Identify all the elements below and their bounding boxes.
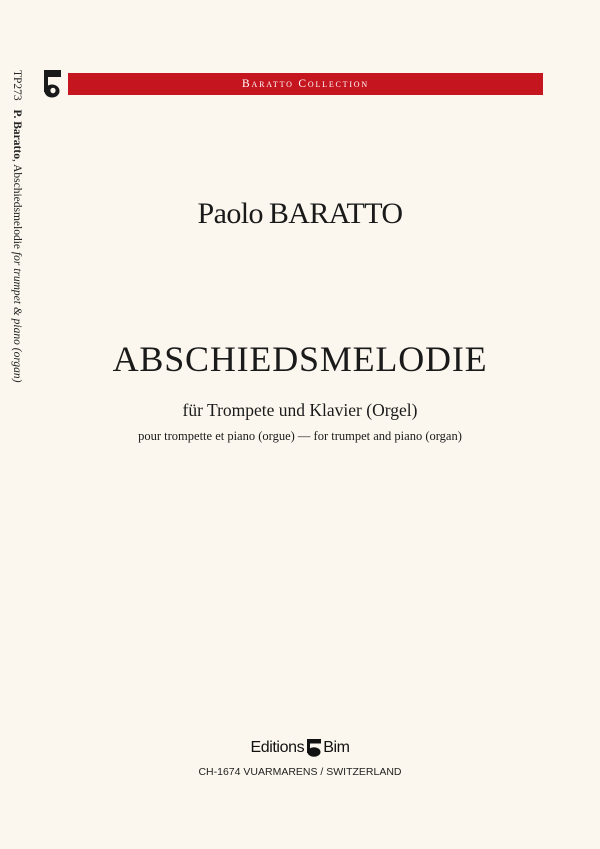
publisher-name: Editions [250, 739, 305, 756]
collection-band [68, 73, 543, 95]
composer-name [0, 197, 600, 231]
bim-quaver-logo-icon [44, 70, 61, 98]
composer-first-name: Paolo [197, 197, 263, 230]
spine-text [10, 70, 24, 710]
publisher-brand: Bim [323, 739, 350, 756]
work-title: ABSCHIEDSMELODIE [112, 339, 488, 379]
publisher-address: CH-1674 VUARMARENS / SWITZERLAND [198, 766, 402, 778]
instrumentation-german: für Trompete und Klavier (Orgel) [182, 400, 418, 420]
composer-last-name: BARATTO [268, 197, 403, 230]
instrumentation-french-english: pour trompette et piano (orgue) — for trumpet and piano (organ) [138, 429, 462, 443]
catalog-code: TP273 [11, 70, 23, 101]
spine-title: , Abschiedsmelodie [11, 158, 23, 250]
spine-subtitle: for trumpet & piano (organ) [11, 251, 23, 383]
spine-author: P. Baratto [11, 109, 23, 159]
bim-note-icon [307, 739, 321, 757]
collection-name: Baratto Collection [242, 78, 369, 90]
publisher-logo [0, 739, 600, 757]
